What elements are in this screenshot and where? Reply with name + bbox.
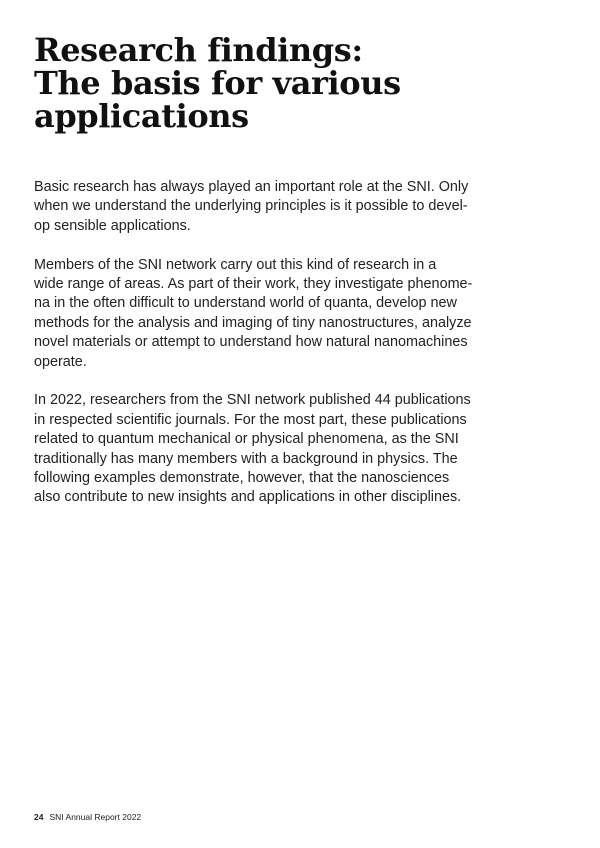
text-line: Members of the SNI network carry out this kind of research in a xyxy=(34,256,437,273)
paragraph-intro xyxy=(34,178,484,236)
page-footer xyxy=(34,811,141,823)
page-number: 24 xyxy=(34,812,44,822)
text-line: when we understand the underlying principles is it possible to devel- xyxy=(34,198,468,215)
title-line: Research findings: xyxy=(34,31,363,69)
text-line: related to quantum mechanical or physical phenomena, as the SNI xyxy=(34,431,459,448)
text-line: also contribute to new insights and applications in other disciplines. xyxy=(34,489,462,506)
title-line: The basis for various xyxy=(34,64,401,102)
paragraph-publications xyxy=(34,391,484,507)
text-line: na in the often difficult to understand world of quanta, develop new xyxy=(34,295,457,312)
text-line: following examples demonstrate, however, that the nanosciences xyxy=(34,470,450,487)
body-text xyxy=(34,178,484,527)
text-line: wide range of areas. As part of their work, they investigate phenome- xyxy=(34,276,473,293)
publication-title: SNI Annual Report 2022 xyxy=(49,812,142,822)
text-line: Basic research has always played an important role at the SNI. Only xyxy=(34,179,469,195)
paragraph-network-research xyxy=(34,256,484,372)
text-line: operate. xyxy=(34,353,87,370)
text-line: in respected scientific journals. For the most part, these publications xyxy=(34,411,467,428)
title-line: applications xyxy=(34,97,249,135)
text-line: In 2022, researchers from the SNI network published 44 publications xyxy=(34,392,471,409)
text-line: novel materials or attempt to understand how natural nanomachines xyxy=(34,334,468,351)
text-line: traditionally has many members with a background in physics. The xyxy=(34,450,458,467)
text-line: methods for the analysis and imaging of tiny nanostructures, analyze xyxy=(34,314,472,331)
page-title xyxy=(34,31,574,135)
text-line: op sensible applications. xyxy=(34,217,191,234)
